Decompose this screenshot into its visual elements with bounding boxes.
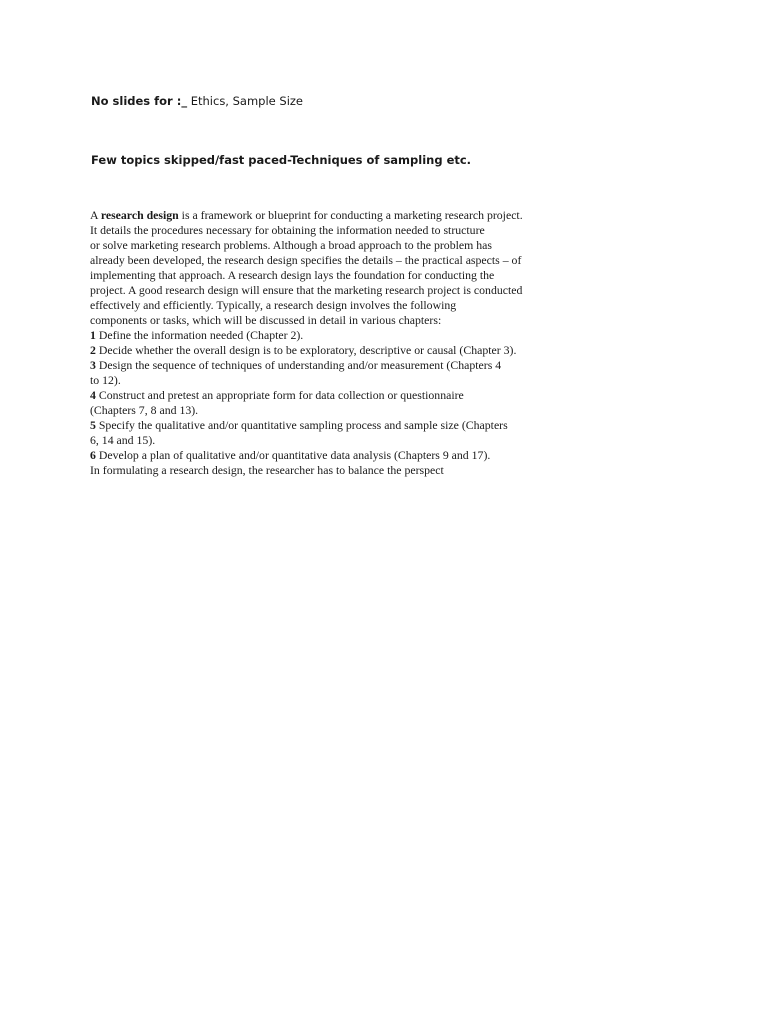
- step-number: 5: [90, 418, 96, 432]
- research-design-term: research design: [100, 208, 179, 222]
- step-item: 5 Specify the qualitative and/or quantitative sampling process and sample size (Chapters: [90, 418, 508, 432]
- step-item: 4 Construct and pretest an appropriate form for data collection or questionnaire: [90, 388, 464, 402]
- no-slides-label: No slides for :_: [91, 94, 188, 108]
- research-design-text: [90, 208, 560, 478]
- step-number: 6: [90, 448, 96, 462]
- text-line: already been developed, the research design specifies the details – the practical aspects – of: [90, 253, 522, 267]
- text-line: It details the procedures necessary for obtaining the information needed to structure: [90, 223, 485, 237]
- step-item: 1 Define the information needed (Chapter 2).: [90, 328, 304, 342]
- closing-line: In formulating a research design, the researcher has to balance the perspect: [90, 463, 444, 477]
- step-number: 1: [90, 328, 96, 342]
- step-item: 3 Design the sequence of techniques of understanding and/or measurement (Chapters 4: [90, 358, 502, 372]
- text-line: or solve marketing research problems. Although a broad approach to the problem has: [90, 238, 492, 252]
- no-slides-topics: Ethics, Sample Size: [187, 94, 303, 108]
- step-number: 2: [90, 343, 96, 357]
- no-slides-note: [91, 94, 303, 108]
- step-continuation: (Chapters 7, 8 and 13).: [90, 403, 199, 417]
- step-continuation: 6, 14 and 15).: [90, 433, 156, 447]
- text-line: A research design is a framework or blueprint for conducting a marketing research project.: [90, 208, 523, 222]
- skipped-topics-note: Few topics skipped/fast paced-Techniques of sampling etc.: [91, 153, 472, 167]
- step-continuation: to 12).: [90, 373, 121, 387]
- step-item: 2 Decide whether the overall design is to be exploratory, descriptive or causal (Chapter 3).: [90, 343, 517, 357]
- step-number: 3: [90, 358, 96, 372]
- step-item: 6 Develop a plan of qualitative and/or quantitative data analysis (Chapters 9 and 17).: [90, 448, 491, 462]
- step-number: 4: [90, 388, 96, 402]
- text-line: implementing that approach. A research design lays the foundation for conducting the: [90, 268, 495, 282]
- text-line: project. A good research design will ensure that the marketing research project is conducted: [90, 283, 523, 297]
- text-line: effectively and efficiently. Typically, a research design involves the following: [90, 298, 457, 312]
- text-line: components or tasks, which will be discussed in detail in various chapters:: [90, 313, 442, 327]
